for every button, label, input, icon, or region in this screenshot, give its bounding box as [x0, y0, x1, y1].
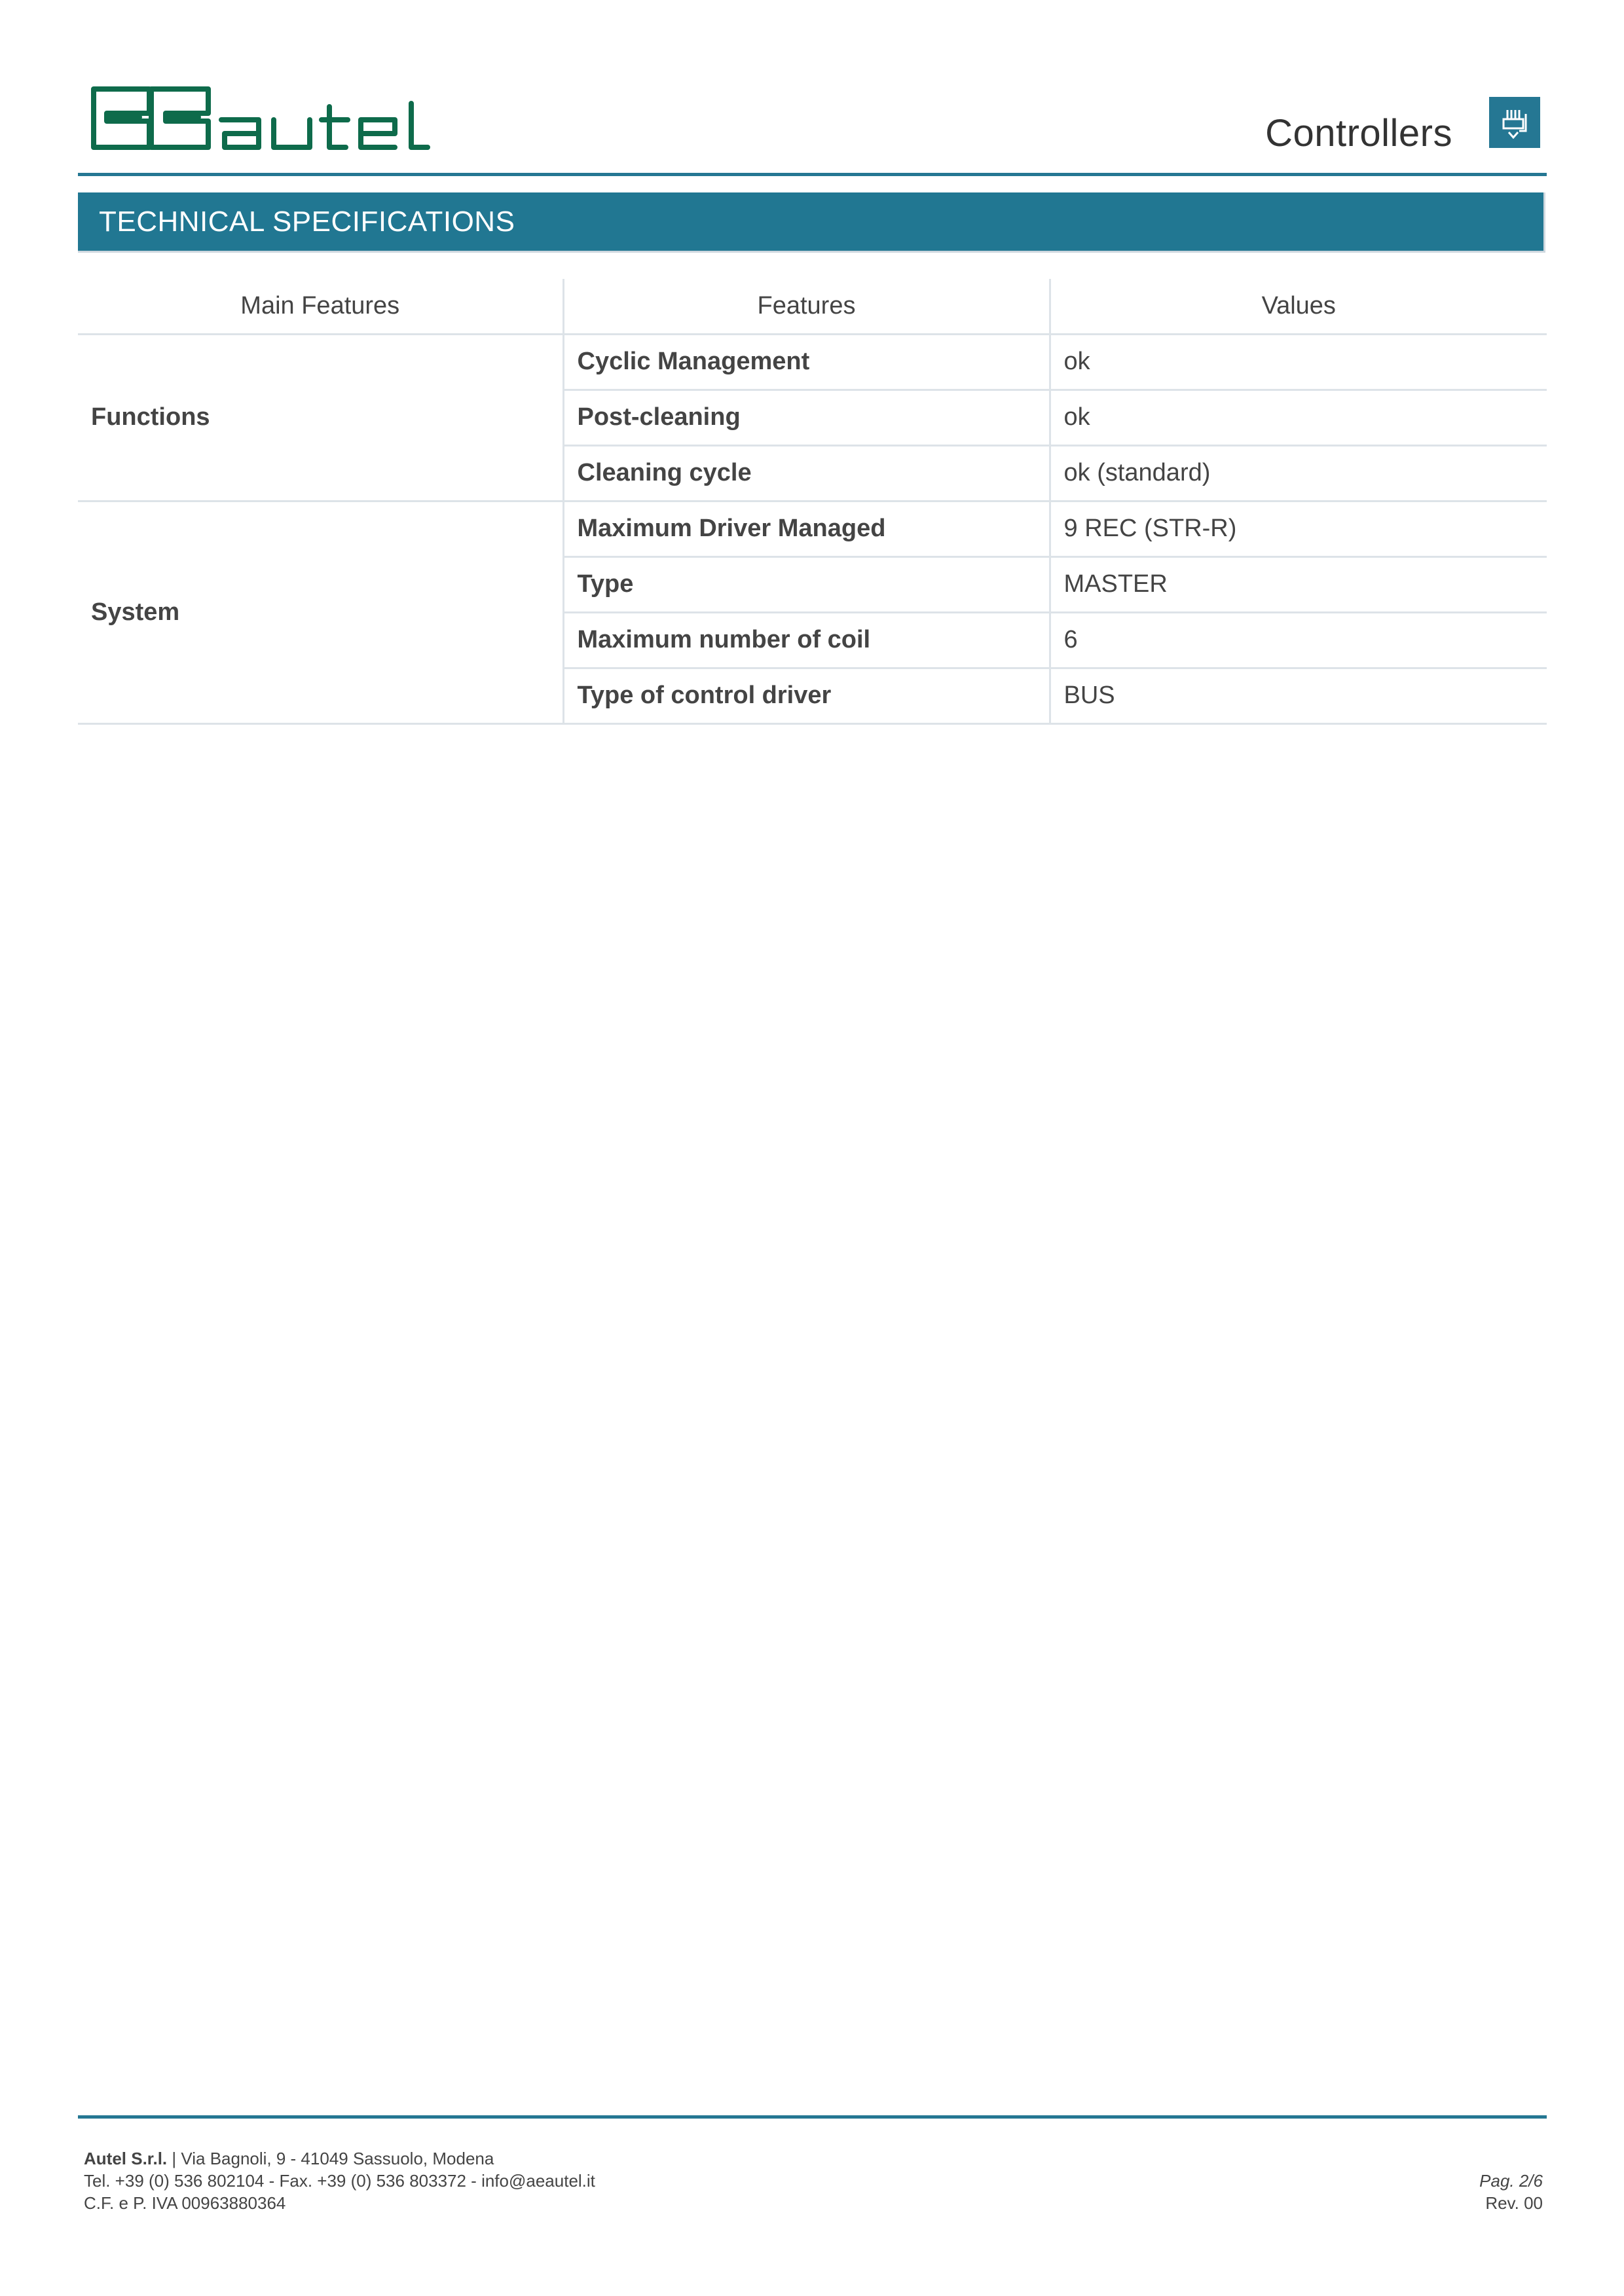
- feature-label: Type: [563, 556, 1050, 612]
- header-divider: [78, 173, 1547, 176]
- footer-company-info: [84, 2147, 595, 2214]
- feature-label: Maximum number of coil: [563, 612, 1050, 668]
- page-title: Controllers: [1265, 112, 1452, 155]
- footer-vat: C.F. e P. IVA 00963880364: [84, 2193, 286, 2213]
- feature-value: ok: [1050, 390, 1547, 445]
- table-row: [78, 501, 1547, 556]
- revision: Rev. 00: [1485, 2193, 1543, 2213]
- company-logo: [87, 84, 441, 156]
- table-header-row: [78, 279, 1547, 334]
- feature-label: Cyclic Management: [563, 334, 1050, 390]
- section-banner: [78, 192, 1545, 253]
- feature-value: BUS: [1050, 668, 1547, 723]
- footer-address: | Via Bagnoli, 9 - 41049 Sassuolo, Modena: [167, 2149, 494, 2168]
- feature-value: MASTER: [1050, 556, 1547, 612]
- specifications-table: [78, 279, 1547, 725]
- feature-value: ok: [1050, 334, 1547, 390]
- footer-contacts: Tel. +39 (0) 536 802104 - Fax. +39 (0) 536 803372 - info@aeautel.it: [84, 2171, 595, 2191]
- feature-value: ok (standard): [1050, 445, 1547, 501]
- footer-address-line: [84, 2147, 595, 2170]
- footer-page-info: [1479, 2170, 1543, 2214]
- feature-label: Type of control driver: [563, 668, 1050, 723]
- table-row: [78, 334, 1547, 390]
- group-label-system: System: [78, 501, 563, 723]
- footer-company-name: Autel S.r.l.: [84, 2149, 168, 2168]
- cleaning-controller-icon: [1489, 97, 1540, 148]
- column-header-features: Features: [563, 279, 1050, 334]
- feature-label: Post-cleaning: [563, 390, 1050, 445]
- feature-value: 6: [1050, 612, 1547, 668]
- column-header-values: Values: [1050, 279, 1547, 334]
- group-label-functions: Functions: [78, 334, 563, 501]
- feature-value: 9 REC (STR-R): [1050, 501, 1547, 556]
- feature-label: Cleaning cycle: [563, 445, 1050, 501]
- footer-divider: [78, 2115, 1547, 2119]
- page-number: Pag. 2/6: [1479, 2171, 1543, 2191]
- section-title: TECHNICAL SPECIFICATIONS: [99, 206, 515, 238]
- feature-label: Maximum Driver Managed: [563, 501, 1050, 556]
- column-header-main-features: Main Features: [78, 279, 563, 334]
